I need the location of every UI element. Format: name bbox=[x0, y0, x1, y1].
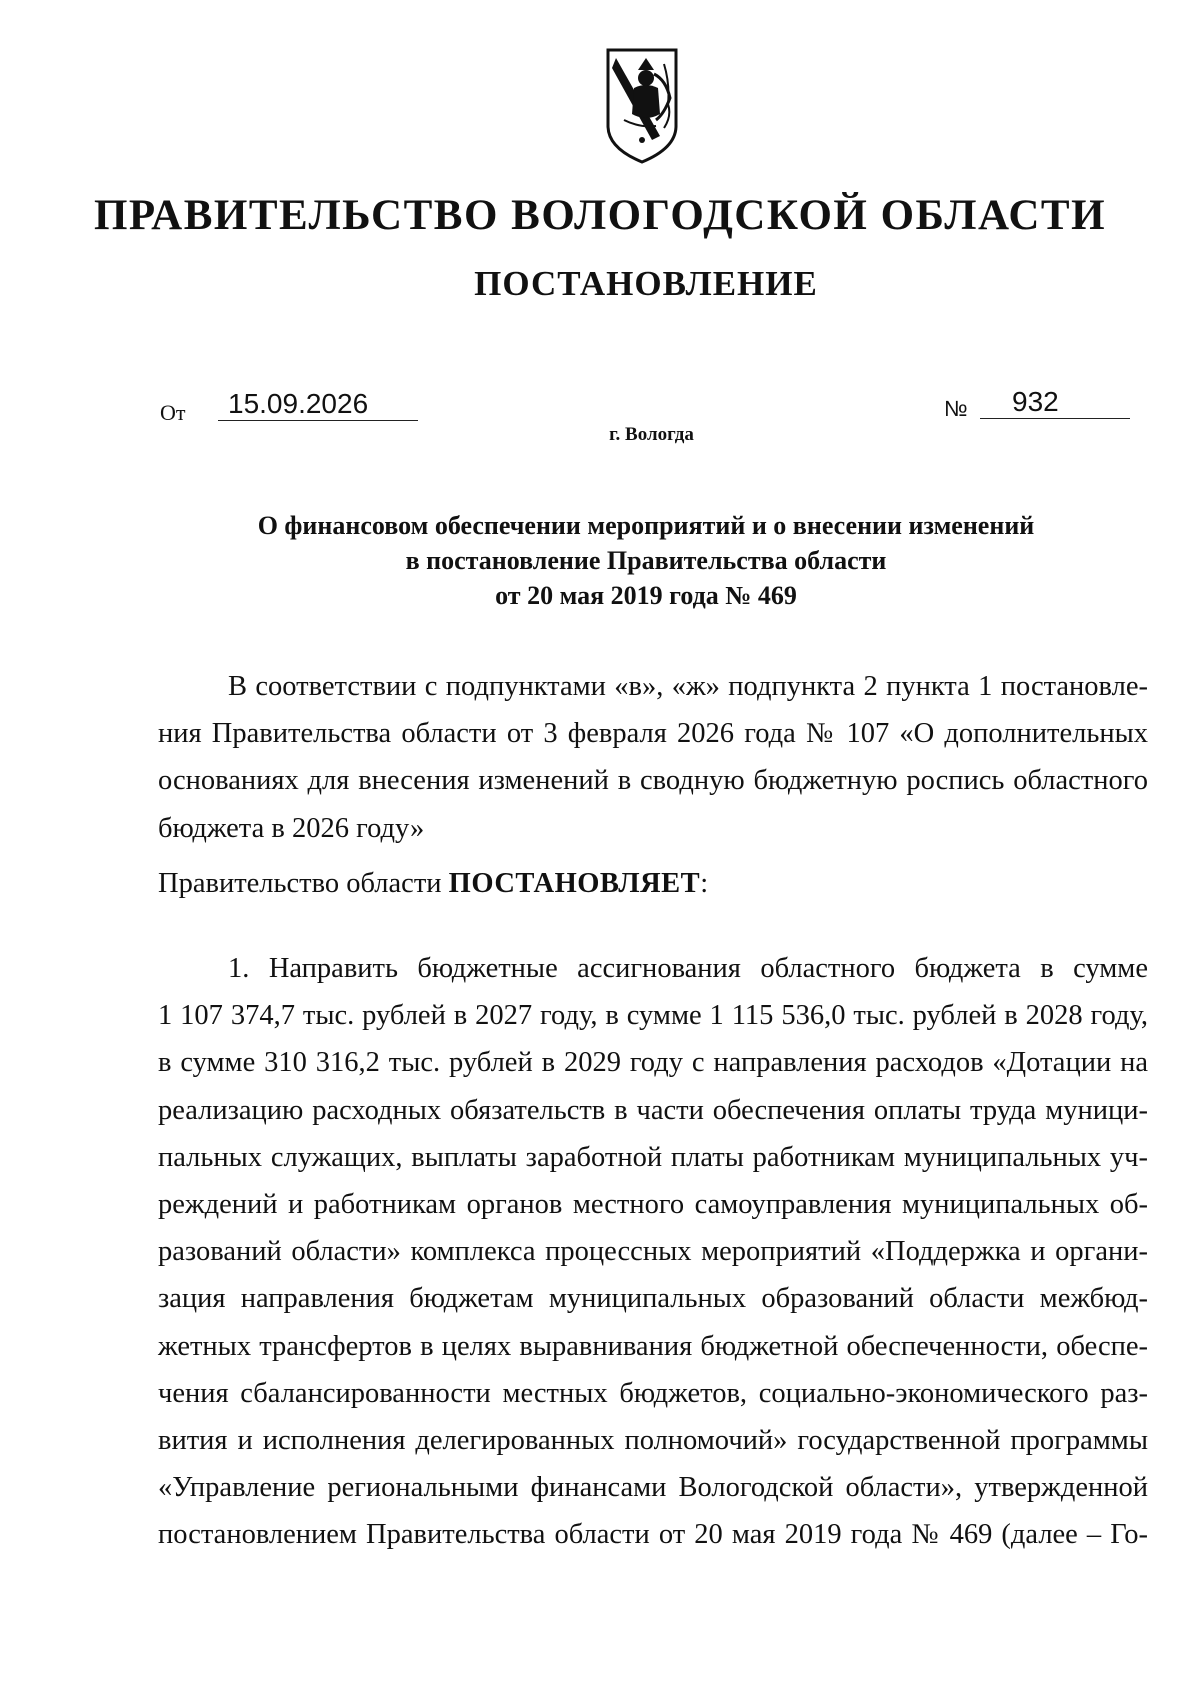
text-line: постановлением Правительства области от 20 мая 2019 года № 469 (далее – Го- bbox=[158, 1519, 1148, 1551]
resolves-keyword: ПОСТАНОВЛЯЕТ bbox=[448, 868, 701, 899]
resolution-clause bbox=[158, 860, 708, 907]
text-line: реждений и работникам органов местного самоуправления муниципальных об- bbox=[158, 1188, 1148, 1220]
document-type: ПОСТАНОВЛЕНИЕ bbox=[474, 264, 818, 303]
document-subject bbox=[0, 508, 1200, 613]
number-value: 932 bbox=[980, 386, 1130, 419]
coat-of-arms-icon bbox=[604, 44, 680, 170]
subject-line: от 20 мая 2019 года № 469 bbox=[495, 581, 797, 610]
item-1-paragraph bbox=[158, 945, 1148, 1558]
subject-line: в постановление Правительства области bbox=[405, 546, 887, 575]
text-line: чения сбалансированности местных бюджетов, социально-экономического раз- bbox=[158, 1377, 1148, 1409]
text-line: в сумме 310 316,2 тыс. рублей в 2029 году с направления расходов «Дотации на bbox=[158, 1047, 1148, 1079]
text-line: В соответствии с подпунктами «в», «ж» подпункта 2 пункта 1 постановле- bbox=[228, 671, 1148, 702]
subject-line: О финансовом обеспечении мероприятий и о внесении изменений bbox=[257, 511, 1035, 540]
preamble-paragraph bbox=[158, 663, 1148, 852]
text-line: 1 107 374,7 тыс. рублей в 2027 году, в сумме 1 115 536,0 тыс. рублей в 2028 году, bbox=[158, 1000, 1148, 1032]
number-prefix: № bbox=[944, 396, 968, 421]
resolves-suffix: : bbox=[700, 868, 709, 899]
city: г. Вологда bbox=[609, 424, 694, 445]
date-prefix: От bbox=[160, 400, 186, 425]
date-value: 15.09.2026 bbox=[218, 388, 418, 421]
text-line: жетных трансфертов в целях выравнивания бюджетной обеспеченности, обеспе- bbox=[158, 1330, 1148, 1362]
text-line: «Управление региональными финансами Вологодской области», утвержденной bbox=[158, 1472, 1148, 1504]
text-line: 1. Направить бюджетные ассигнования областного бюджета в сумме bbox=[228, 953, 1148, 984]
text-line: вития и исполнения делегированных полномочий» государственной программы bbox=[158, 1424, 1148, 1456]
resolves-prefix: Правительство области bbox=[158, 868, 449, 899]
text-line: ния Правительства области от 3 февраля 2026 года № 107 «О дополнительных bbox=[158, 718, 1148, 750]
text-line: разований области» комплекса процессных мероприятий «Поддержка и органи- bbox=[158, 1236, 1148, 1268]
text-line: бюджета в 2026 году» bbox=[158, 812, 425, 844]
organization-title: ПРАВИТЕЛЬСТВО ВОЛОГОДСКОЙ ОБЛАСТИ bbox=[93, 192, 1107, 239]
text-line: основаниях для внесения изменений в сводную бюджетную роспись областного bbox=[158, 765, 1148, 797]
text-line: пальных служащих, выплаты заработной платы работникам муниципальных уч- bbox=[158, 1141, 1148, 1173]
text-line: реализацию расходных обязательств в части обеспечения оплаты труда муници- bbox=[158, 1094, 1148, 1126]
text-line: зация направления бюджетам муниципальных образований области межбюд- bbox=[158, 1283, 1148, 1315]
